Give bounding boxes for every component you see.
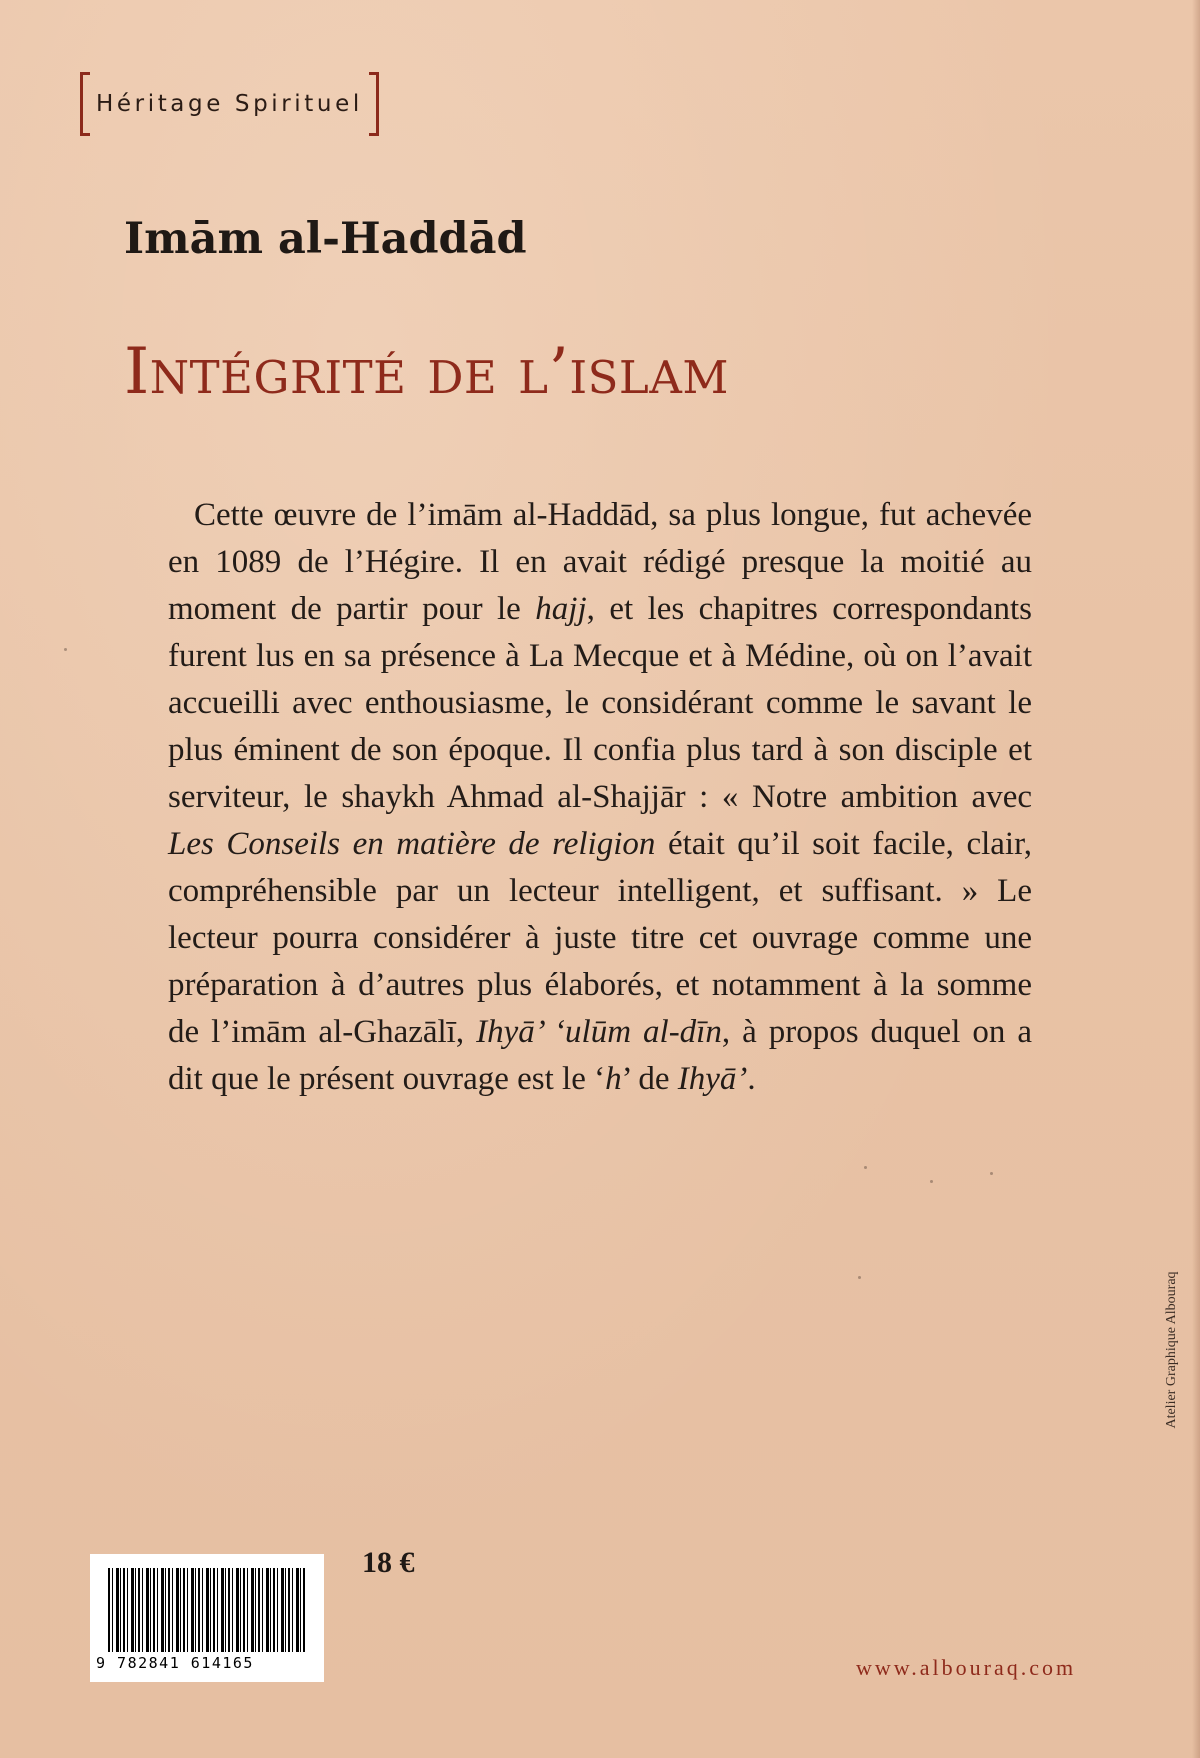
publisher-website: www.albouraq.com — [856, 1655, 1077, 1680]
description-segment: Cette œuvre de l’imām al-Haddād, sa plus longue, fut achevée en 1089 de l’Hégire. Il en avait rédigé presque la moitié au moment de partir pour le — [168, 497, 1032, 627]
barcode — [90, 1554, 324, 1682]
collection-name: Héritage Spirituel — [96, 91, 363, 117]
design-credit: Atelier Graphique Albouraq — [1164, 1271, 1179, 1429]
isbn-number: 9 782841 614165 — [96, 1654, 254, 1672]
description-segment: était qu’il soit facile, clair, compréhensible par un lecteur intelligent, et suffisant. » Le lecteur pourra considérer à juste titre cet ouvrage comme une préparation à d’autres plus élaborés, et notamment à la somme de l’imām al-Ghazālī, — [168, 826, 1033, 1050]
book-description — [168, 492, 1032, 1103]
description-italic-segment: h — [605, 1061, 622, 1097]
description-italic-segment: Ihyā’ ‘ulūm al-dīn — [476, 1014, 722, 1050]
description-italic-segment: Les Conseils en matière de religion — [168, 826, 656, 862]
print-speck — [64, 648, 67, 651]
print-speck — [864, 1166, 867, 1169]
print-speck — [990, 1172, 993, 1175]
barcode-bars-icon — [108, 1568, 306, 1652]
author-name: Imām al-Haddād — [124, 214, 527, 264]
description-segment: . — [747, 1061, 756, 1097]
print-speck — [930, 1180, 933, 1183]
description-segment: , et les chapitres correspondants furent lus en sa présence à La Mecque et à Médine, où on l’avait accueilli avec enthousiasme, le considérant comme le savant le plus éminent de son époque. Il confia plus tard à son disciple et serviteur, le shaykh Ahmad al-Shajjār : « Notre ambition avec — [168, 591, 1032, 815]
book-title: Intégrité de l’islam — [124, 335, 729, 409]
price: 18 € — [362, 1546, 415, 1579]
description-segment: , à propos duquel on a dit que le présent ouvrage est le ‘ — [168, 1014, 1032, 1097]
cover-edge-shadow — [1192, 0, 1200, 1758]
description-italic-segment: hajj — [535, 591, 587, 627]
description-segment: ’ de — [621, 1061, 678, 1097]
print-speck — [858, 1276, 861, 1279]
description-italic-segment: Ihyā’ — [677, 1061, 748, 1097]
right-bracket-icon — [369, 72, 379, 136]
left-bracket-icon — [80, 72, 90, 136]
collection-label-group — [80, 72, 379, 136]
